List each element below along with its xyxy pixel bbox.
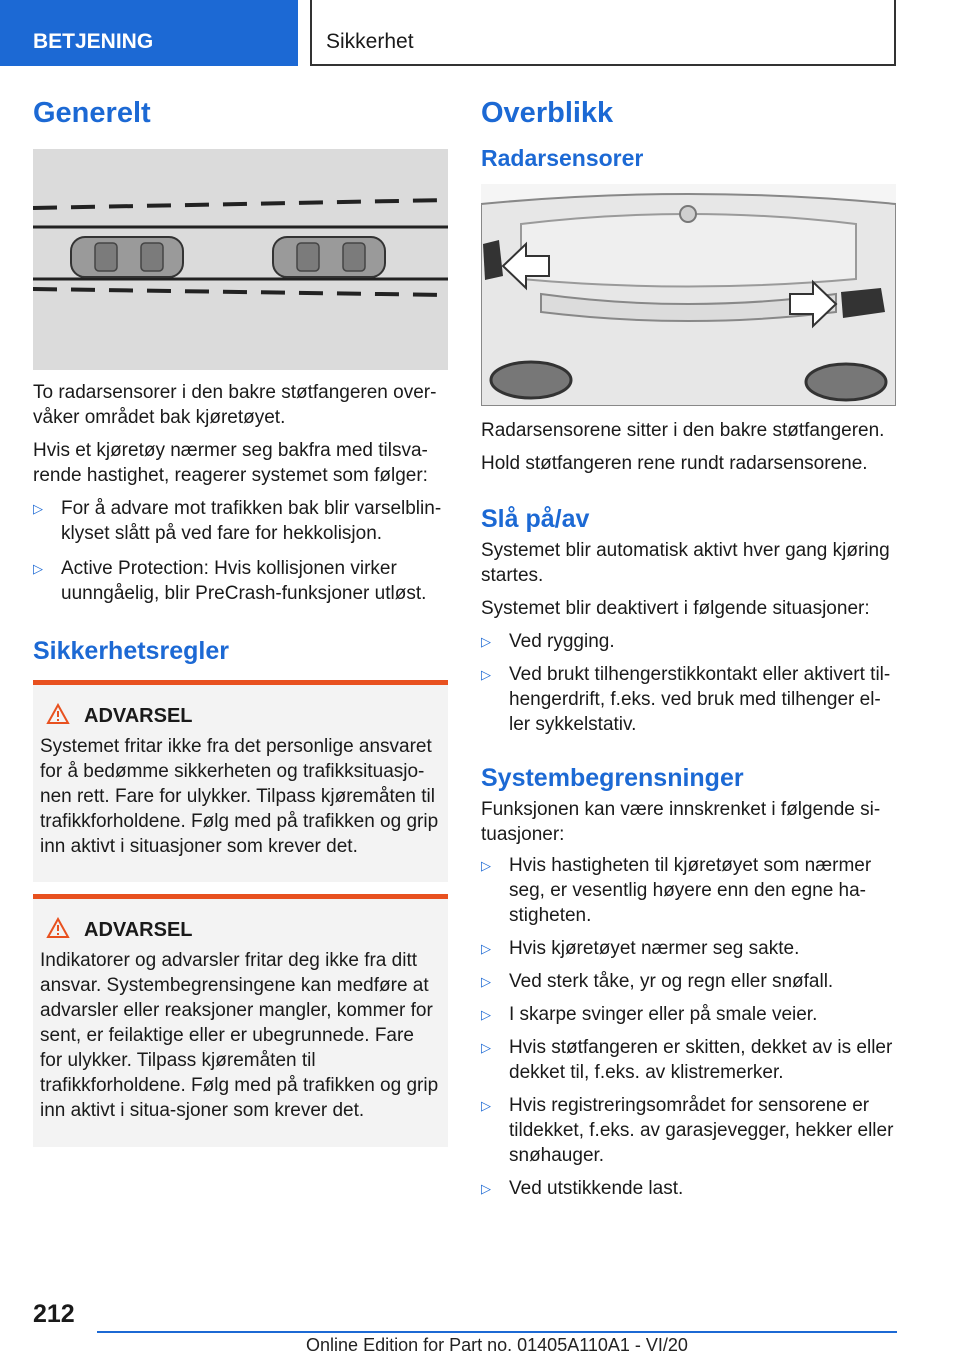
- warning-triangle-icon: [46, 917, 70, 939]
- page-number: 212: [33, 1300, 75, 1328]
- triangle-bullet-icon: ▷: [481, 634, 491, 650]
- generelt-paragraph-2: Hvis et kjøretøy nærmer seg bakfra med tilsva-rende hastighet, reagerer systemet som følger:: [33, 439, 428, 486]
- onoff-bullet-list: [481, 629, 896, 737]
- triangle-bullet-icon: ▷: [481, 1181, 491, 1197]
- list-item: ▷ For å advare mot trafikken bak blir varselblin-klyset slått på ved fare for hekkolisjon.: [33, 497, 442, 544]
- radar-paragraph-2: Hold støtfangeren rene rundt radarsensorene.: [481, 453, 868, 475]
- list-item: ▷ Ved rygging.: [481, 631, 615, 653]
- triangle-bullet-icon: ▷: [481, 1040, 491, 1056]
- warning-text: Systemet fritar ikke fra det personlige ansvaret for å bedømme sikkerheten og trafikksituasjo-nen rett. Fare for ulykker. Tilpass kjøremåten til trafikkforholdene. Følg med på trafikken og grip inn aktivt i situasjoner som krever det.: [40, 735, 439, 857]
- radar-heading: Radarsensorer: [481, 144, 644, 171]
- generelt-bullet-list: [33, 496, 448, 606]
- onoff-paragraph-1: Systemet blir automatisk aktivt hver gang kjøring startes.: [481, 540, 890, 587]
- page-header: [0, 0, 960, 66]
- left-column: [33, 96, 448, 1147]
- list-item: ▷ Hvis støtfangeren er skitten, dekket av is eller dekket til, f.eks. av klistremerker.: [481, 1037, 893, 1084]
- road-illustration: [33, 149, 448, 370]
- limits-heading: Systembegrensninger: [481, 764, 744, 793]
- list-item: ▷ Ved brukt tilhengerstikkontakt eller aktivert til-hengerdrift, f.eks. ved bruk med tilhenger el-ler sykkelstativ.: [481, 664, 891, 736]
- onoff-paragraph-2: Systemet blir deaktivert i følgende situasjoner:: [481, 598, 870, 620]
- list-item: ▷ Hvis hastigheten til kjøretøyet som nærmer seg, er vesentlig høyere enn den egne ha-stigheten.: [481, 855, 872, 927]
- edition-note: Online Edition for Part no. 01405A110A1 - VI/20: [306, 1335, 688, 1355]
- list-item: ▷ Active Protection: Hvis kollisjonen virker uunngåelig, blir PreCrash-funksjoner utløst.: [33, 557, 427, 604]
- triangle-bullet-icon: ▷: [481, 1007, 491, 1023]
- triangle-bullet-icon: ▷: [33, 500, 43, 516]
- triangle-bullet-icon: ▷: [481, 941, 491, 957]
- triangle-bullet-icon: ▷: [481, 1098, 491, 1114]
- limits-bullet-list: [481, 853, 896, 1201]
- list-item: ▷ I skarpe svinger eller på smale veier.: [481, 1004, 818, 1026]
- triangle-bullet-icon: ▷: [481, 667, 491, 683]
- triangle-bullet-icon: ▷: [481, 974, 491, 990]
- radar-paragraph-1: Radarsensorene sitter i den bakre støtfangeren.: [481, 420, 885, 442]
- triangle-bullet-icon: ▷: [33, 560, 43, 576]
- triangle-bullet-icon: ▷: [481, 858, 491, 874]
- generelt-heading: Generelt: [33, 97, 151, 129]
- warning-text: Indikatorer og advarsler fritar deg ikke fra ditt ansvar. Systembegrensingene kan medføre at advarsler eller reaksjoner mangler, kommer for sent, er feilaktige eller er ubegrunnede. Fare for ulykker. Tilpass kjøremåten til trafikkforholdene. Følg med på trafikken og grip inn aktivt i situa-sjoner som krever det.: [40, 949, 439, 1121]
- warning-box: [33, 680, 448, 882]
- limits-paragraph: Funksjonen kan være innskrenket i følgende si-tuasjoner:: [481, 799, 881, 846]
- generelt-paragraph-1: To radarsensorer i den bakre støtfangeren over-våker området bak kjøretøyet.: [33, 381, 437, 428]
- overview-heading: Overblikk: [481, 97, 614, 129]
- warning-title: ADVARSEL: [84, 704, 193, 727]
- safety-heading: Sikkerhetsregler: [33, 636, 229, 665]
- warning-title: ADVARSEL: [84, 918, 193, 941]
- onoff-heading: Slå på/av: [481, 505, 590, 534]
- list-item: ▷ Hvis kjøretøyet nærmer seg sakte.: [481, 938, 800, 960]
- warning-triangle-icon: [46, 703, 70, 725]
- list-item: ▷ Ved sterk tåke, yr og regn eller snøfall.: [481, 971, 834, 993]
- chapter-title: Sikkerhet: [310, 0, 896, 66]
- list-item: ▷ Ved utstikkende last.: [481, 1178, 684, 1200]
- list-item: ▷ Hvis registreringsområdet for sensorene er tildekket, f.eks. av garasjevegger, hekker eller snøhauger.: [481, 1095, 894, 1167]
- right-column: [481, 96, 896, 1201]
- section-tab: BETJENING: [0, 0, 298, 66]
- rear-bumper-illustration: [481, 184, 896, 406]
- warning-box: [33, 894, 448, 1147]
